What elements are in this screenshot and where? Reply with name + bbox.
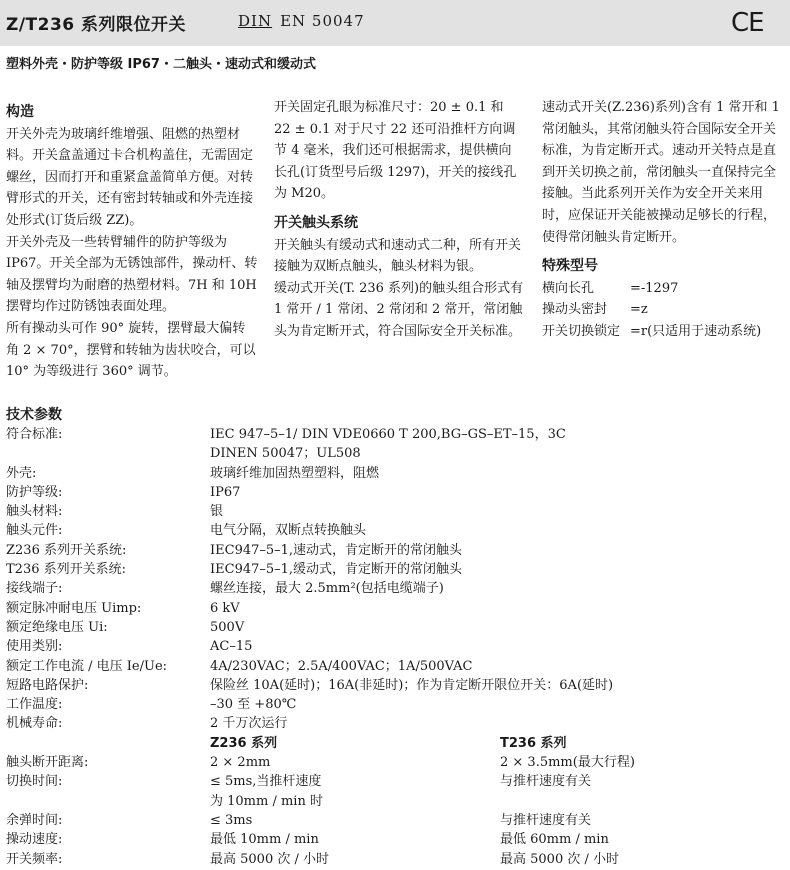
contacts-paragraph: 开关触头有缓动式和速动式二种，所有开关接触为双断点触头，触头材料为银。 xyxy=(274,237,522,275)
z236-value: ≤ 3ms xyxy=(210,812,253,828)
param-label: 额定工作电流 / 电压 Ie/Ue: xyxy=(6,658,168,674)
ce-mark-icon: CE xyxy=(731,8,764,38)
t236-value xyxy=(500,792,786,811)
special-type-row xyxy=(542,299,787,321)
table-row xyxy=(6,811,786,830)
page-title: Z/T236 系列限位开关 xyxy=(6,15,187,35)
contacts-paragraph: 缓动式开关(T. 236 系列)的触头组合形式有 1 常开 / 1 常闭、2 常闭和 2 常开，常闭触头为肯定断开式，符合国际安全开关标准。 xyxy=(274,280,524,339)
param-value: 银 xyxy=(210,504,224,520)
special-type-row xyxy=(542,321,787,343)
construction-paragraph: 开关外壳及一些转臂辅件的防护等级为 IP67。开关全部为无锈蚀部件，操动杆、转轴及摆臂均为耐磨的热塑材料。7H 和 10H 摆臂均作过防锈蚀表面处理。 xyxy=(6,234,258,315)
special-type-code: =r(只适用于速动系统) xyxy=(630,323,762,339)
param-value: 保险丝 10A(延时)；16A(非延时)；作为肯定断开限位开关：6A(延时) xyxy=(210,677,614,693)
table-row xyxy=(6,618,786,637)
param-label: 触头材料: xyxy=(6,504,63,520)
param-value: 电气分隔，双断点转换触头 xyxy=(210,523,367,539)
param-label: 操动速度: xyxy=(6,832,63,848)
table-row xyxy=(6,772,786,791)
param-label: 使用类别: xyxy=(6,639,63,655)
t236-value: 与推杆速度有关 xyxy=(500,812,592,828)
param-label: 开关频率: xyxy=(6,851,63,867)
param-label: 额定绝缘电压 Ui: xyxy=(6,619,108,635)
param-label: 机械寿命: xyxy=(6,716,63,732)
construction-title: 构造 xyxy=(6,104,34,120)
special-type-name: 横向长孔 xyxy=(542,280,595,296)
param-value: –30 至 +80℃ xyxy=(210,697,297,713)
param-label: 触头元件: xyxy=(6,523,63,539)
construction-paragraph: 所有操动头可作 90° 旋转，摆臂最大偏转角 2 × 70°，摆臂和转轴为齿状咬合，可以 10° 为等级进行 360° 调节。 xyxy=(6,320,256,380)
param-value: 2 千万次运行 xyxy=(210,716,288,732)
table-row xyxy=(6,695,786,714)
param-label: 余弹时间: xyxy=(6,812,63,828)
param-label: T236 系列开关系统: xyxy=(6,562,126,578)
param-label: 防护等级: xyxy=(6,484,63,500)
mounting-column xyxy=(274,97,524,343)
param-value: 螺丝连接，最大 2.5mm²(包括电缆端子) xyxy=(210,581,444,597)
z236-value: 为 10mm / min 时 xyxy=(210,793,323,809)
special-type-name: 操动头密封 xyxy=(542,302,608,318)
table-row xyxy=(6,850,786,869)
param-value: IEC947–5–1,缓动式，肯定断开的常闭触头 xyxy=(210,562,463,578)
series-header-row xyxy=(6,734,786,753)
standard-ref xyxy=(238,12,365,30)
table-row xyxy=(6,676,786,695)
z236-value: 最高 5000 次 / 小时 xyxy=(210,851,329,867)
table-row xyxy=(6,714,786,733)
param-label: 符合标准: xyxy=(6,427,63,442)
param-label xyxy=(6,792,210,811)
param-label: 接线端子: xyxy=(6,581,63,597)
snap-action-column xyxy=(542,97,787,343)
param-label xyxy=(6,444,210,463)
param-label: 切换时间: xyxy=(6,774,63,790)
param-label: 额定脉冲耐电压 Uimp: xyxy=(6,600,142,616)
param-value: 玻璃纤维加固热塑塑料，阻燃 xyxy=(210,465,380,481)
special-type-code: =-1297 xyxy=(630,280,679,296)
z236-value: 最低 10mm / min xyxy=(210,832,319,848)
param-value: 4A/230VAC；2.5A/400VAC；1A/500VAC xyxy=(210,658,473,674)
mounting-paragraph: 开关固定孔眼为标准尺寸：20 ± 0.1 和 22 ± 0.1 对于尺寸 22 还可沿推杆方向调节 4 毫米，我们还可根据需求，提供横向长孔(订货型号后级 1297)，开关的接线孔为 M20。 xyxy=(274,100,517,202)
construction-paragraph: 开关外壳为玻璃纤维增强、阻燃的热塑材料。开关盒盖通过卡合机构盖住，无需固定螺丝，因而打开和重紧盒盖简单方便。对转臂形式的开关，还有密封转轴或和外壳连接处形式(订货后级 ZZ)。 xyxy=(6,126,254,228)
table-row xyxy=(6,541,786,560)
en-label: EN 50047 xyxy=(280,12,365,30)
param-value: IP67 xyxy=(210,484,241,500)
table-row xyxy=(6,521,786,540)
table-row xyxy=(6,560,786,579)
table-row xyxy=(6,444,786,463)
param-value: DINEN 50047；UL508 xyxy=(210,446,361,462)
param-value: 6 kV xyxy=(210,600,240,616)
table-row xyxy=(6,502,786,521)
table-row xyxy=(6,483,786,502)
t236-column-header: T236 系列 xyxy=(500,735,567,751)
construction-column xyxy=(6,102,258,383)
table-row xyxy=(6,753,786,772)
table-row xyxy=(6,637,786,656)
t236-value: 最高 5000 次 / 小时 xyxy=(500,851,619,867)
param-label: 工作温度: xyxy=(6,697,63,713)
snap-action-paragraph: 速动式开关(Z.236)系列)含有 1 常开和 1 常闭触头，其常闭触头符合国际安全开关标准，为肯定断开式。速动开关特点是直到开关切换之前，常闭触头一直保持完全接触。当此系列开关作为安全开关来用时，应保证开关能被操动足够长的行程，使得常闭触头肯定断开。 xyxy=(542,100,780,245)
t236-value: 与推杆速度有关 xyxy=(500,774,592,790)
special-type-code: =z xyxy=(630,302,648,318)
t236-value: 最低 60mm / min xyxy=(500,832,609,848)
tech-params-title: 技术参数 xyxy=(6,407,62,423)
special-types-title: 特殊型号 xyxy=(542,258,598,275)
param-value: IEC 947–5–1/ DIN VDE0660 T 200,BG–GS–ET–15，3C xyxy=(210,427,566,442)
param-label: 触头断开距离: xyxy=(6,755,89,771)
special-type-row xyxy=(542,278,787,300)
table-row xyxy=(6,425,786,444)
table-row xyxy=(6,579,786,598)
param-label: 短路电路保护: xyxy=(6,677,89,693)
param-value: IEC947–5–1,速动式，肯定断开的常闭触头 xyxy=(210,542,463,558)
z236-column-header: Z236 系列 xyxy=(210,735,278,751)
param-label: 外壳: xyxy=(6,465,37,481)
param-label: Z236 系列开关系统: xyxy=(6,542,127,558)
t236-value: 2 × 3.5mm(最大行程) xyxy=(500,755,635,771)
header-band xyxy=(0,0,790,46)
contacts-title: 开关触头系统 xyxy=(274,214,358,231)
param-value: AC–15 xyxy=(210,639,253,655)
table-row xyxy=(6,657,786,676)
special-type-name: 开关切换锁定 xyxy=(542,323,621,339)
tech-params-table xyxy=(6,425,786,869)
param-value: 500V xyxy=(210,619,245,635)
din-label: DIN xyxy=(238,12,273,30)
z236-value: 2 × 2mm xyxy=(210,755,271,771)
subtitle: 塑料外壳・防护等级 IP67・二触头・速动式和缓动式 xyxy=(6,57,316,72)
table-row xyxy=(6,464,786,483)
table-row xyxy=(6,830,786,849)
table-row xyxy=(6,792,786,811)
table-row xyxy=(6,599,786,618)
z236-value: ≤ 5ms,当推杆速度 xyxy=(210,774,322,790)
